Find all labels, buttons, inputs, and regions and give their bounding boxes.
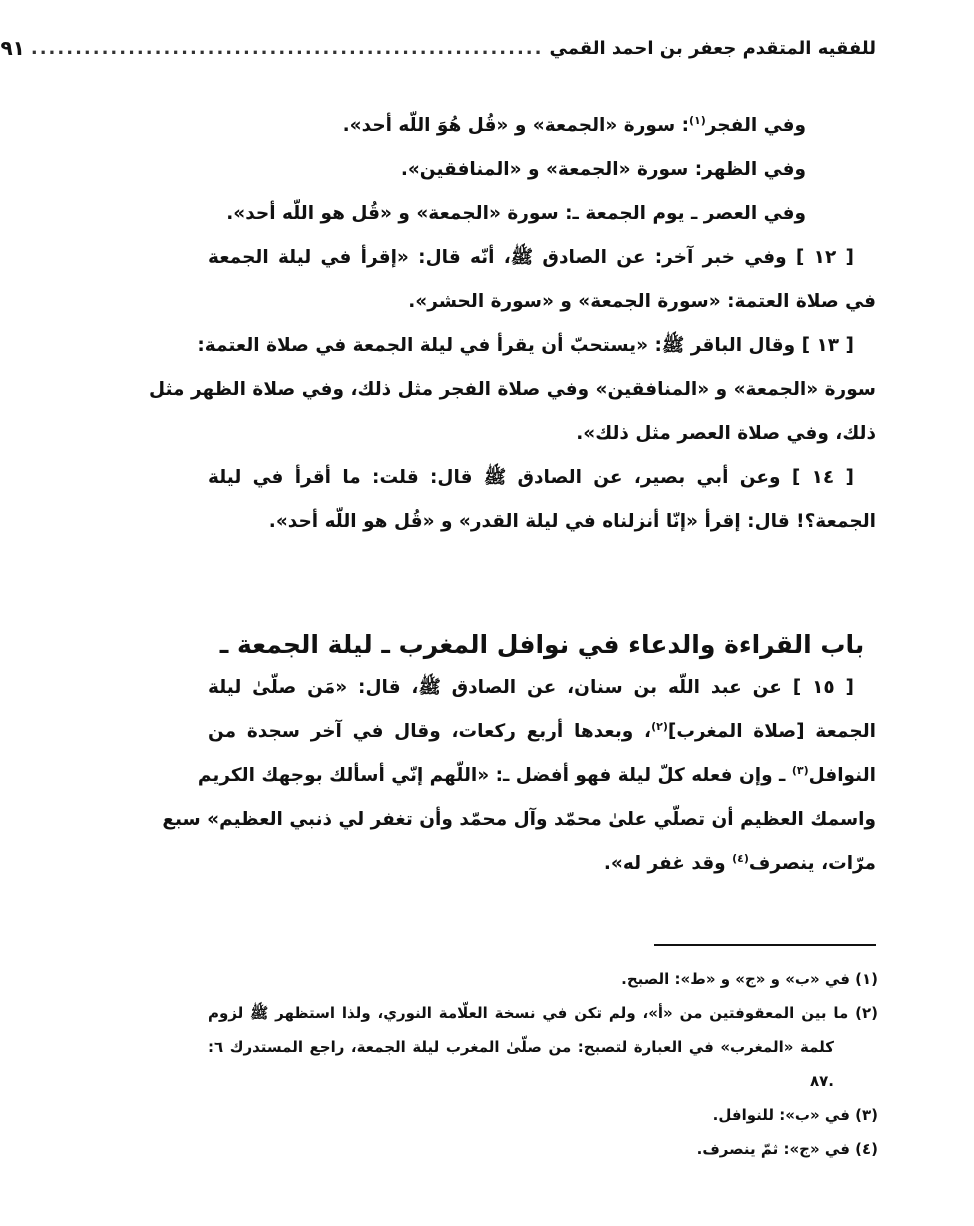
footnote: (٢) ما بين المعقوفتين من «أ»، ولم تكن في نسخة العلّامة النوري، ولذا استظهر ﷺ لزوم — [208, 1004, 878, 1022]
chapter-title: باب القراءة والدعاء في نوافل المغرب ـ ليلة الجمعة ـ — [219, 630, 865, 659]
footnote-ref: (٣) — [791, 763, 809, 777]
footnote: (١) في «ب» و «ج» و «ط»: الصبح. — [621, 970, 878, 988]
footnote-continuation: كلمة «المغرب» في العبارة لتصبح: من صلّىٰ المغرب ليلة الجمعة، راجع المستدرك ٦: — [208, 1038, 834, 1056]
leader-dots: .......................................................... — [30, 37, 544, 59]
text-line: ذلك، وفي صلاة العصر مثل ذلك». — [576, 423, 876, 444]
footnote: (٤) في «ج»: ثمّ ينصرف. — [696, 1140, 878, 1158]
footnote-ref: (٢) — [651, 719, 668, 733]
text-line: الجمعة؟! قال: إقرأ «إنّا أنزلناه في ليلة القدر» و «قُل هو اللّه أحد». — [268, 511, 876, 532]
text-line: مرّات، ينصرف$^{(٤)}$ وقد غفر له». — [603, 851, 876, 874]
footnote-ref: (٤) — [732, 851, 749, 865]
text-line: النوافل$^{(٣)}$ ـ وإن فعله كلّ ليلة فهو أفضل ـ: «اللّهم إنّي أسألك بوجهك الكريم — [197, 763, 876, 786]
page-number: ٩١ — [0, 36, 25, 60]
footnote-continuation: .٨٧ — [809, 1072, 834, 1090]
footnote: (٣) في «ب»: للنوافل. — [712, 1106, 878, 1124]
text-line: الجمعة [صلاة المغرب]$^{(٢)}$، وبعدها أربع ركعات، وقال في آخر سجدة من — [208, 719, 876, 742]
text-line: وفي الفجر$^{(١)}$: سورة «الجمعة» و «قُل هُوَ اللّه أحد». — [342, 113, 806, 136]
footnotes — [208, 962, 878, 1166]
text-line: [ ١٥ ] عن عبد اللّه بن سنان، عن الصادق ﷺ، قال: «مَن صلّىٰ ليلة — [208, 677, 854, 698]
text-line: وفي الظهر: سورة «الجمعة» و «المنافقين». — [400, 159, 806, 180]
text-line: واسمك العظيم أن تصلّي علىٰ محمّد وآل محمّد وأن تغفر لي ذنبي العظيم» سبع — [162, 809, 876, 830]
text-line: وفي العصر ـ يوم الجمعة ـ: سورة «الجمعة» و «قُل هو اللّه أحد». — [226, 203, 806, 224]
text-line: سورة «الجمعة» و «المنافقين» وفي صلاة الفجر مثل ذلك، وفي صلاة الظهر مثل — [148, 379, 876, 400]
running-header — [0, 30, 876, 66]
text-line: [ ١٤ ] وعن أبي بصير، عن الصادق ﷺ قال: قلت: ما أقرأ في ليلة — [208, 467, 854, 488]
main-text — [148, 104, 876, 544]
footnote-ref: (١) — [689, 113, 706, 127]
main-text-2 — [162, 666, 876, 886]
text-line: [ ١٣ ] وقال الباقر ﷺ: «يستحبّ أن يقرأ في ليلة الجمعة في صلاة العتمة: — [197, 335, 854, 356]
running-title: للفقيه المتقدم جعفر بن احمد القمي — [549, 37, 876, 59]
text-line: [ ١٢ ] وفي خبر آخر: عن الصادق ﷺ، أنّه قال: «إقرأ في ليلة الجمعة — [208, 247, 854, 268]
footnote-separator — [654, 944, 876, 946]
text-line: في صلاة العتمة: «سورة الجمعة» و «سورة الحشر». — [408, 291, 876, 312]
